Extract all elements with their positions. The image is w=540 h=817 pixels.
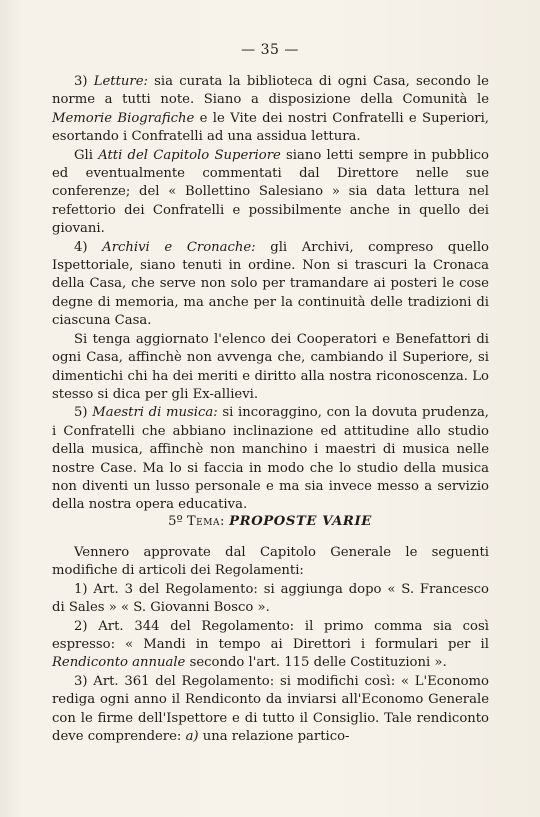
paragraph-cooperatori — [52, 331, 489, 405]
paragraph-letture — [52, 73, 489, 147]
paragraph-text: siano letti sempre in pubblico ed eventualmente commentati dal Direttore nelle sue conferenze; del « Bollettino Salesiano » sia data lettura nel refettorio dei Confratelli e possibilmente anche in quello dei giovani. — [52, 147, 489, 237]
italic-heading: Letture: — [93, 74, 148, 89]
paragraph-lead: 3) Art. 361 del Regolamento: si modifichi così: « L'Economo rediga ogni anno il Rendiconto da inviarsi all'Economo Generale con le firme dell'Ispettore e di tutto il Consiglio. Tale rendiconto deve comprendere: — [52, 673, 489, 745]
section-number: 5º — [168, 514, 183, 529]
page-number: — 35 — — [241, 42, 299, 58]
section-heading — [0, 513, 540, 531]
paragraph-text: sia curata la biblioteca di ogni Casa, secondo le norme a tutti note. Siano a disposizione della Comunità le — [52, 74, 489, 108]
paragraph-text: gli Archivi, compreso quello Ispettoriale, siano tenuti in ordine. Non si trascuri la Cronaca della Casa, che serve non solo per tramandare ai posteri le cose degne di memoria, ma anche per la continuità delle tradizioni di ciascuna Casa. — [52, 239, 489, 329]
paragraph-archivi — [52, 239, 489, 331]
paragraph-intro — [52, 544, 489, 581]
paragraph-art-3 — [52, 581, 489, 618]
paragraph-lead: Gli — [74, 147, 99, 163]
body-text-top — [52, 73, 489, 515]
paragraph-text: e le Vite dei nostri Confratelli e Superiori, esortando i Confratelli ad una assidua lettura. — [52, 110, 489, 145]
section-title: PROPOSTE VARIE — [229, 514, 372, 529]
italic-heading: Archivi e Cronache: — [102, 239, 256, 255]
paragraph-lead: 2) Art. 344 del Regolamento: il primo comma sia così espresso: « Mandi in tempo ai Direttori i formulari per il — [52, 618, 489, 653]
paragraph-text: una relazione partico- — [198, 729, 350, 745]
paragraph-text: Vennero approvate dal Capitolo Generale le seguenti modifiche di articoli dei Regolamenti: — [52, 545, 489, 579]
paragraph-art-361 — [52, 673, 489, 747]
paragraph-lead: 3) — [74, 74, 94, 89]
italic-title: Rendiconto annuale — [52, 655, 186, 671]
italic-heading: Maestri di musica: — [92, 405, 218, 421]
italic-letter: a) — [185, 729, 199, 745]
paragraph-text: Si tenga aggiornato l'elenco dei Cooperatori e Benefattori di ogni Casa, affinchè non avvenga che, cambiando il Superiore, si dimentichi chi ha dei meriti e diritto alla nostra riconoscenza. Lo stesso si dica per gli Ex-allievi. — [52, 331, 489, 402]
italic-title: Memorie Biografiche — [52, 110, 195, 126]
section-label: Tema: — [186, 514, 225, 529]
paragraph-lead: 4) — [74, 239, 103, 255]
body-text-bottom — [52, 544, 489, 746]
paragraph-text: 1) Art. 3 del Regolamento: si aggiunga dopo « S. Francesco di Sales » « S. Giovanni Bosco ». — [52, 581, 489, 616]
paragraph-musica — [52, 404, 489, 514]
italic-title: Atti del Capitolo Superiore — [98, 147, 281, 163]
paragraph-lead: 5) — [74, 405, 93, 421]
paragraph-text: secondo l'art. 115 delle Costituzioni ». — [185, 655, 447, 671]
paragraph-art-344 — [52, 618, 489, 673]
paragraph-atti — [52, 147, 489, 239]
paragraph-text: si incoraggino, con la dovuta prudenza, i Confratelli che abbiano inclinazione ed attitudine allo studio della musica, affinchè non manchino i maestri di musica nelle nostre Case. Ma lo si faccia in modo che lo studio della musica non diventi un lusso personale e ma sia invece messo a servizio della nostra opera educativa. — [52, 405, 489, 513]
